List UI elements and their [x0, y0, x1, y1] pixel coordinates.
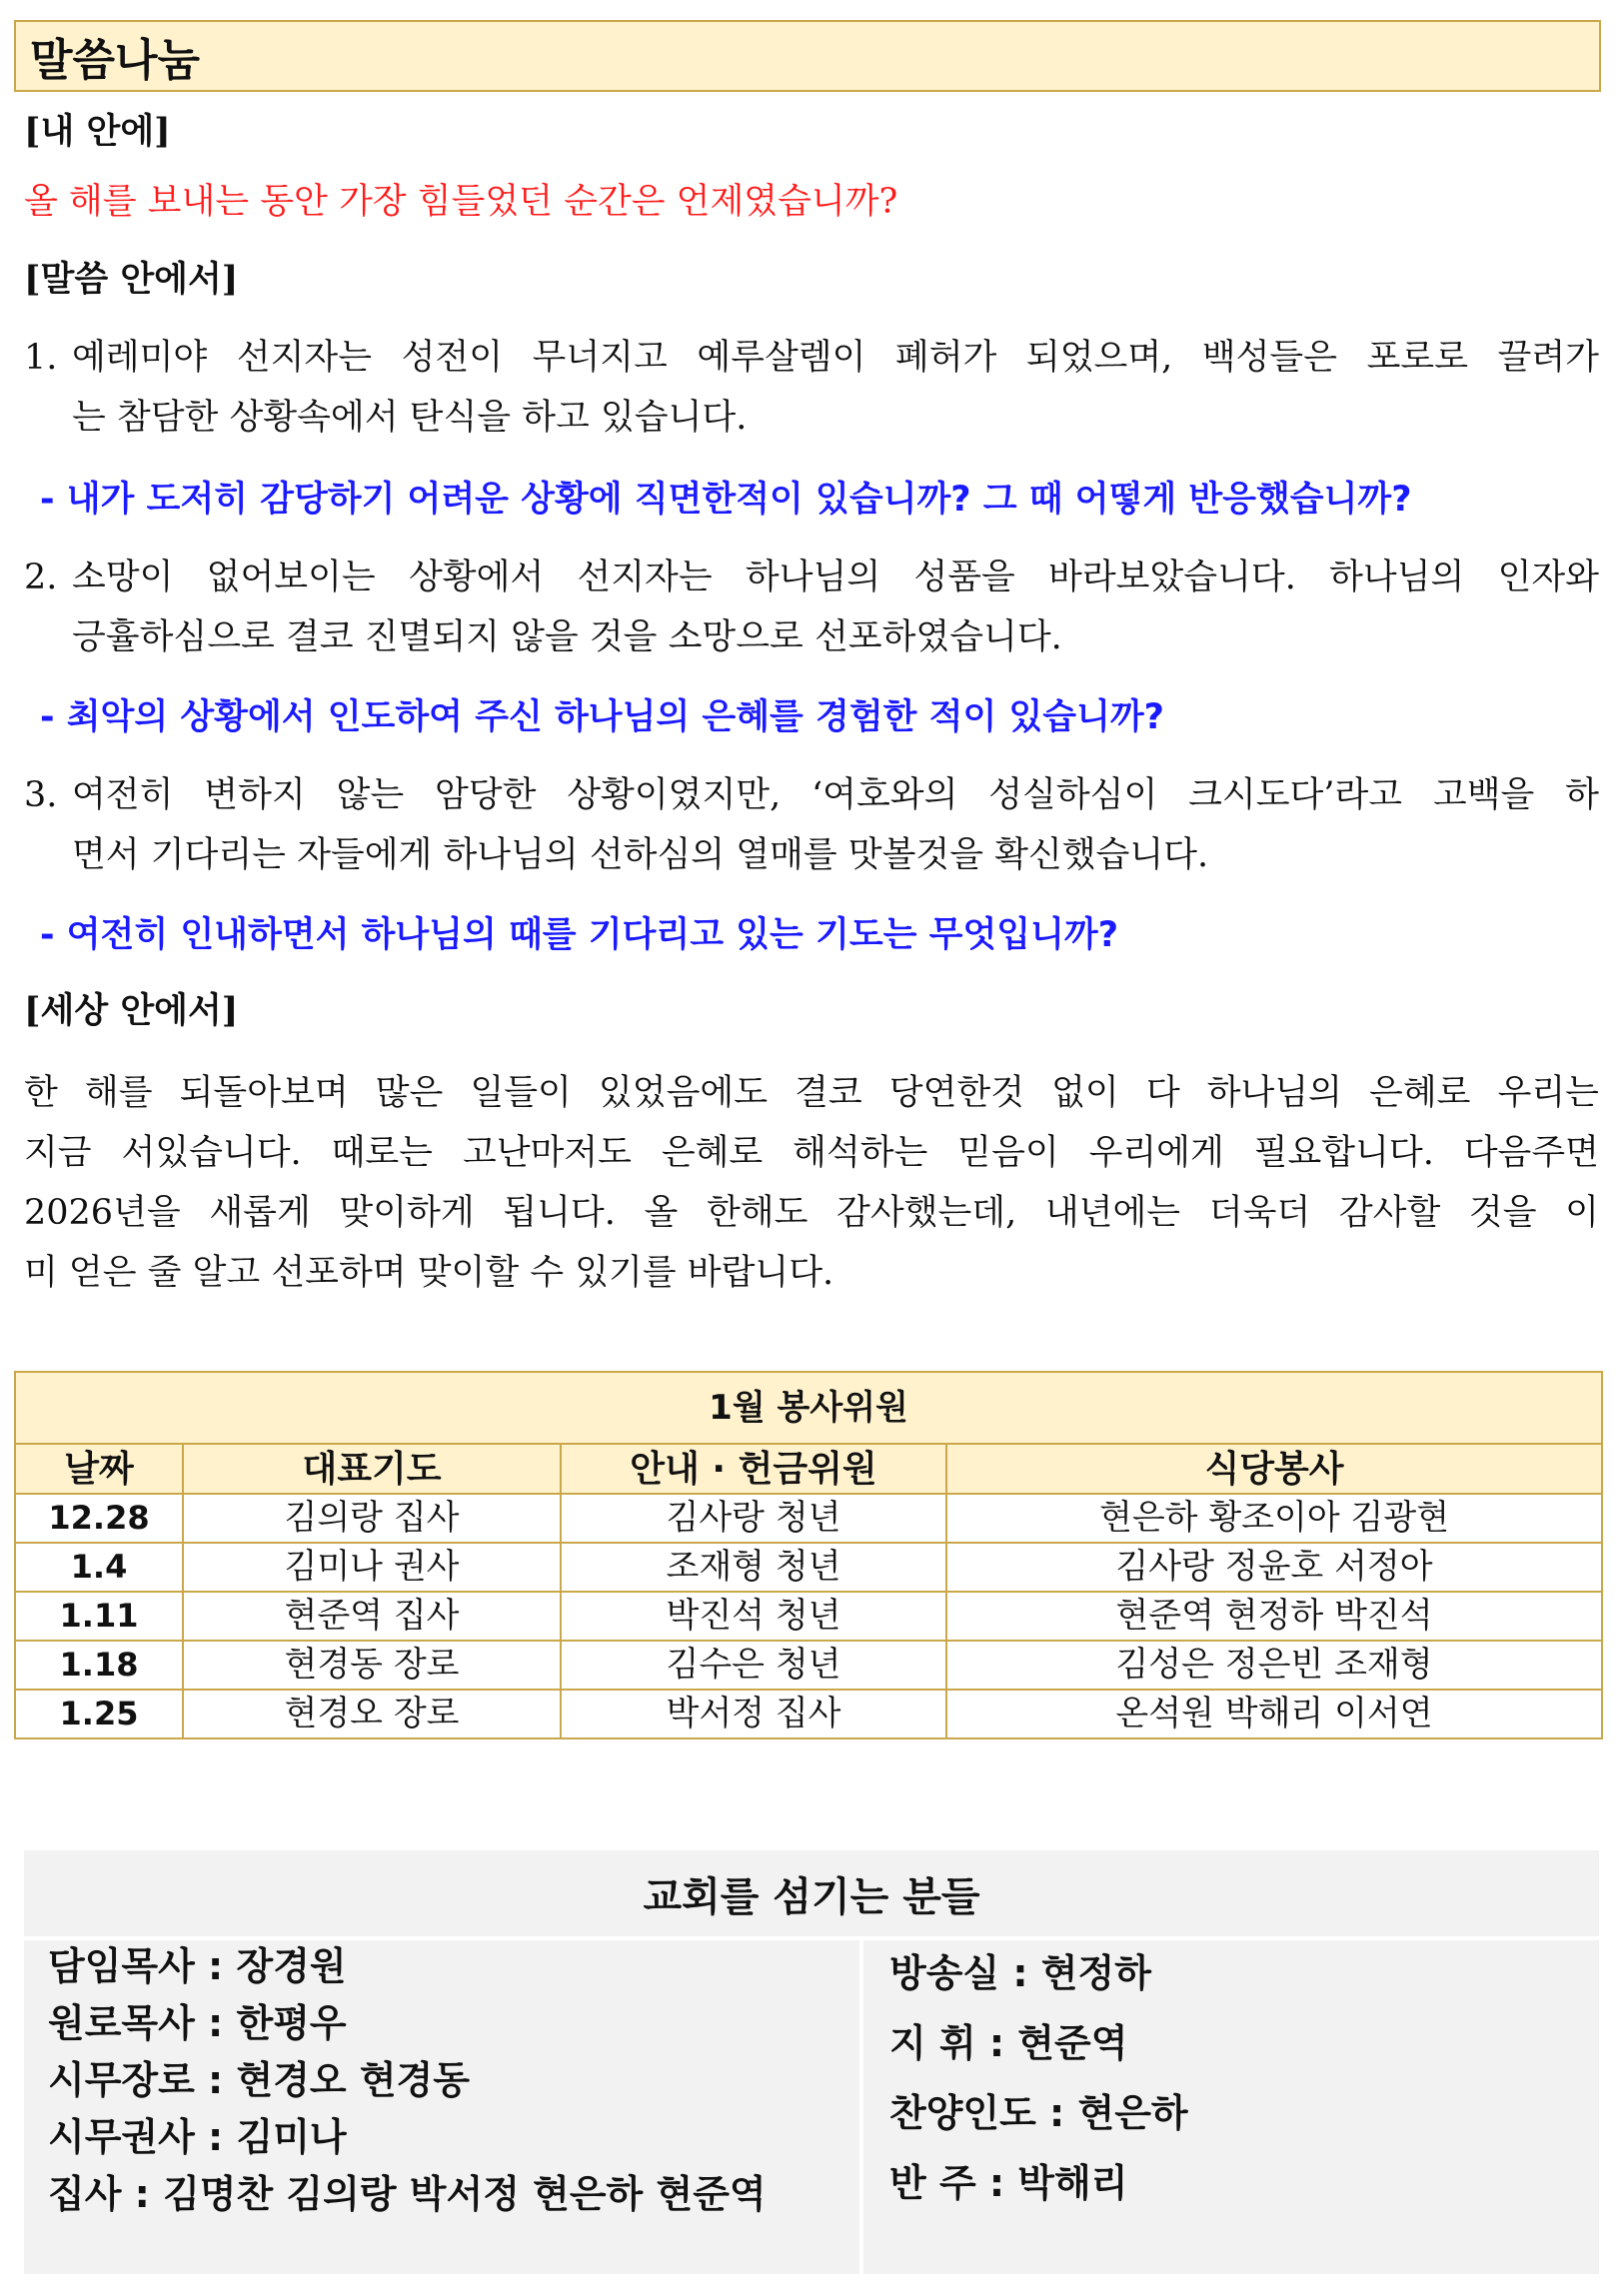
cell-usher: 김사랑 청년 — [561, 1494, 946, 1543]
duty-table — [14, 1371, 1603, 1739]
header-prayer: 대표기도 — [183, 1444, 561, 1494]
cell-date: 1.25 — [15, 1690, 183, 1738]
section-title: 말씀나눔 — [30, 35, 201, 86]
item-text-line1: 소망이 없어보이는 상황에서 선지자는 하나님의 성품을 바라보았습니다. 하나님의 인자와 — [72, 558, 1599, 597]
cell-prayer: 현준역 집사 — [183, 1592, 561, 1641]
inner-question: 올 해를 보내는 동안 가장 힘들었던 순간은 언제였습니까? — [24, 182, 898, 222]
cell-kitchen: 온석원 박해리 이서연 — [946, 1690, 1602, 1738]
staff-entry: 반 주 : 박해리 — [889, 2161, 1128, 2205]
cell-date: 12.28 — [15, 1494, 183, 1543]
staff-entry: 찬양인도 : 현은하 — [889, 2091, 1188, 2135]
staff-entry: 담임목사 : 장경원 — [48, 1944, 347, 1988]
cell-date: 1.11 — [15, 1592, 183, 1641]
cell-usher: 김수은 청년 — [561, 1641, 946, 1690]
cell-usher: 박서정 집사 — [561, 1690, 946, 1738]
cell-prayer: 김미나 권사 — [183, 1543, 561, 1592]
word-item-1-question: - 내가 도저히 감당하기 어려운 상황에 직면한적이 있습니까? 그 때 어떻게 반응했습니까? — [40, 480, 1412, 520]
word-item-3 — [24, 765, 1599, 885]
table-row — [15, 1494, 1602, 1543]
inner-label: [내 안에] — [24, 111, 171, 152]
item-text-line2: 긍휼하심으로 결코 진멸되지 않을 것을 소망으로 선포하였습니다. — [72, 617, 1062, 657]
item-text-line2: 는 참담한 상황속에서 탄식을 하고 있습니다. — [72, 398, 748, 438]
staff-box — [24, 1850, 1599, 2274]
cell-prayer: 현경오 장로 — [183, 1690, 561, 1738]
staff-left-list — [48, 1938, 867, 2223]
staff-entry: 원로목사 : 한평우 — [48, 2001, 347, 2045]
staff-entry: 지 휘 : 현준역 — [889, 2021, 1128, 2065]
item-number: 3. — [24, 775, 58, 815]
staff-right-list — [889, 1938, 1589, 2218]
header-kitchen: 식당봉사 — [946, 1444, 1602, 1494]
table-row — [15, 1592, 1602, 1641]
paragraph-line: 미 얻은 줄 알고 선포하며 맞이할 수 있기를 바랍니다. — [24, 1253, 834, 1293]
world-paragraph — [24, 1063, 1599, 1303]
item-number: 2. — [24, 558, 58, 597]
cell-prayer: 현경동 장로 — [183, 1641, 561, 1690]
item-text-line1: 예레미야 선지자는 성전이 무너지고 예루살렘이 폐허가 되었으며, 백성들은 포로로 끌려가 — [72, 338, 1599, 378]
item-text-line2: 면서 기다리는 자들에게 하나님의 선하심의 열매를 맛볼것을 확신했습니다. — [72, 835, 1209, 875]
staff-entry: 집사 : 김명찬 김의랑 박서정 현은하 현준역 — [48, 2172, 767, 2216]
header-date: 날짜 — [15, 1444, 183, 1494]
cell-date: 1.18 — [15, 1641, 183, 1690]
word-item-1 — [24, 328, 1599, 448]
word-item-3-question: - 여전히 인내하면서 하나님의 때를 기다리고 있는 기도는 무엇입니까? — [40, 915, 1118, 955]
paragraph-line: 지금 서있습니다. 때로는 고난마저도 은혜로 해석하는 믿음이 우리에게 필요합니다. 다음주면 — [24, 1133, 1599, 1173]
table-row — [15, 1641, 1602, 1690]
header-usher: 안내 · 헌금위원 — [561, 1444, 946, 1494]
duty-table-title: 1월 봉사위원 — [15, 1372, 1602, 1444]
staff-entry: 시무권사 : 김미나 — [48, 2115, 347, 2159]
cell-kitchen: 김성은 정은빈 조재형 — [946, 1641, 1602, 1690]
cell-prayer: 김의랑 집사 — [183, 1494, 561, 1543]
staff-title: 교회를 섬기는 분들 — [24, 1850, 1599, 1940]
cell-usher: 조재형 청년 — [561, 1543, 946, 1592]
staff-entry: 시무장로 : 현경오 현경동 — [48, 2058, 470, 2102]
section-header — [14, 20, 1601, 92]
word-item-2 — [24, 548, 1599, 667]
table-row — [15, 1543, 1602, 1592]
duty-table-header — [15, 1444, 1602, 1494]
staff-entry: 방송실 : 현정하 — [889, 1951, 1151, 1995]
word-item-2-question: - 최악의 상황에서 인도하여 주신 하나님의 은혜를 경험한 적이 있습니까? — [40, 697, 1164, 737]
item-number: 1. — [24, 338, 58, 378]
word-label: [말씀 안에서] — [24, 259, 239, 300]
table-row — [15, 1690, 1602, 1738]
world-label: [세상 안에서] — [24, 990, 239, 1031]
cell-usher: 박진석 청년 — [561, 1592, 946, 1641]
item-text-line1: 여전히 변하지 않는 암당한 상황이였지만, ‘여호와의 성실하심이 크시도다’라고 고백을 하 — [72, 775, 1599, 815]
cell-kitchen: 김사랑 정윤호 서정아 — [946, 1543, 1602, 1592]
cell-kitchen: 현준역 현정하 박진석 — [946, 1592, 1602, 1641]
paragraph-line: 한 해를 되돌아보며 많은 일들이 있었음에도 결코 당연한것 없이 다 하나님의 은혜로 우리는 — [24, 1073, 1599, 1113]
paragraph-line: 2026년을 새롭게 맞이하게 됩니다. 올 한해도 감사했는데, 내년에는 더욱더 감사할 것을 이 — [24, 1193, 1599, 1233]
cell-kitchen: 현은하 황조이아 김광현 — [946, 1494, 1602, 1543]
cell-date: 1.4 — [15, 1543, 183, 1592]
